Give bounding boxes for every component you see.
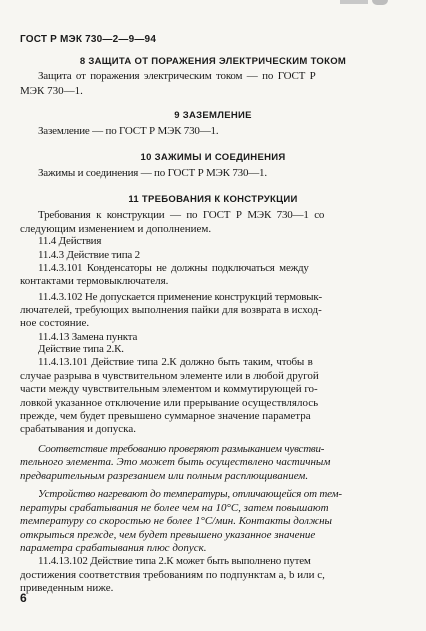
paragraph-line: открыться прежде, чем будет превышено указанное значение [20, 528, 316, 541]
paragraph-line: достижения соответствия требованиям по подпунктам а, b или с, [20, 568, 325, 581]
paragraph-line: Соответствие требованию проверяют размыканием чувстви- [38, 442, 325, 455]
page-number: 6 [20, 591, 27, 605]
paragraph-line: 11.4.13.101 Действие типа 2.К должно быть таким, чтобы в [38, 356, 313, 369]
paragraph-line: 11.4.3.101 Конденсаторы не должны подключаться между [38, 261, 309, 274]
paragraph-line: приведенным ниже. [20, 582, 114, 594]
paragraph-line: контактами термовыключателя. [20, 275, 169, 288]
paragraph-line: срабатывания и допуска. [20, 423, 136, 436]
scan-mark [340, 0, 368, 4]
paragraph-line: МЭК 730—1. [20, 84, 83, 97]
section-11-heading: 11 ТРЕБОВАНИЯ К КОНСТРУКЦИИ [128, 194, 298, 206]
section-8-heading: 8 ЗАЩИТА ОТ ПОРАЖЕНИЯ ЭЛЕКТРИЧЕСКИМ ТОКОМ [79, 56, 347, 67]
paragraph-line: Устройство нагревают до температуры, отличающейся от тем- [38, 488, 342, 501]
paragraph-line: температуру со скоростью не более 1°С/мин. Контакты должны [20, 515, 333, 528]
paragraph-line: части между чувствительным элементом и коммутирующей го- [20, 383, 318, 396]
paragraph-line: случае разрыва в чувствительном элементе или в любой другой [20, 369, 319, 382]
paragraph-line: 11.4.3.102 Не допускается применение конструкций термовык- [38, 290, 322, 303]
clause-heading: 11.4.13 Замена пункта [38, 330, 138, 343]
paragraph-line: следующим изменением и дополнением. [20, 222, 212, 235]
paragraph-line: ное состояние. [20, 317, 90, 330]
section-9-heading: 9 ЗАЗЕМЛЕНИЕ [174, 110, 252, 122]
paragraph-line: Защита от поражения электрическим током — по ГОСТ Р [38, 70, 316, 83]
paragraph-line: Заземление — по ГОСТ Р МЭК 730—1. [38, 124, 219, 137]
paragraph-line: Действие типа 2.К. [38, 343, 124, 356]
paragraph-line: лючателей, требующих выполнения пайки для возврата в исход- [20, 303, 322, 316]
paragraph-line: параметра срабатывания плюс допуск. [20, 541, 207, 554]
paragraph-line: Требования к конструкции — по ГОСТ Р МЭК 730—1 со [38, 209, 325, 222]
section-10-heading: 10 ЗАЖИМЫ И СОЕДИНЕНИЯ [140, 152, 286, 164]
paragraph-line: пературы срабатывания не более чем на 10°С, затем повышают [20, 501, 329, 514]
scan-mark [372, 0, 388, 5]
paragraph-line: 11.4.13.102 Действие типа 2.К может быть выполнено путем [38, 555, 311, 568]
clause-heading: 11.4.3 Действие типа 2 [38, 248, 140, 261]
paragraph-line: тельного элемента. Это может быть осуществлено частичным [20, 456, 331, 469]
document-header: ГОСТ Р МЭК 730—2—9—94 [20, 34, 157, 45]
clause-heading: 11.4 Действия [38, 235, 102, 248]
paragraph-line: прежде, чем будет превышено суммарное значение параметра [20, 409, 311, 422]
paragraph-line: Зажимы и соединения — по ГОСТ Р МЭК 730—1. [38, 166, 267, 179]
paragraph-line: предварительным разрезанием или полным расплющиванием. [20, 469, 309, 482]
paragraph-line: ловкой указанное отключение или прерывание осуществлялось [20, 396, 319, 409]
